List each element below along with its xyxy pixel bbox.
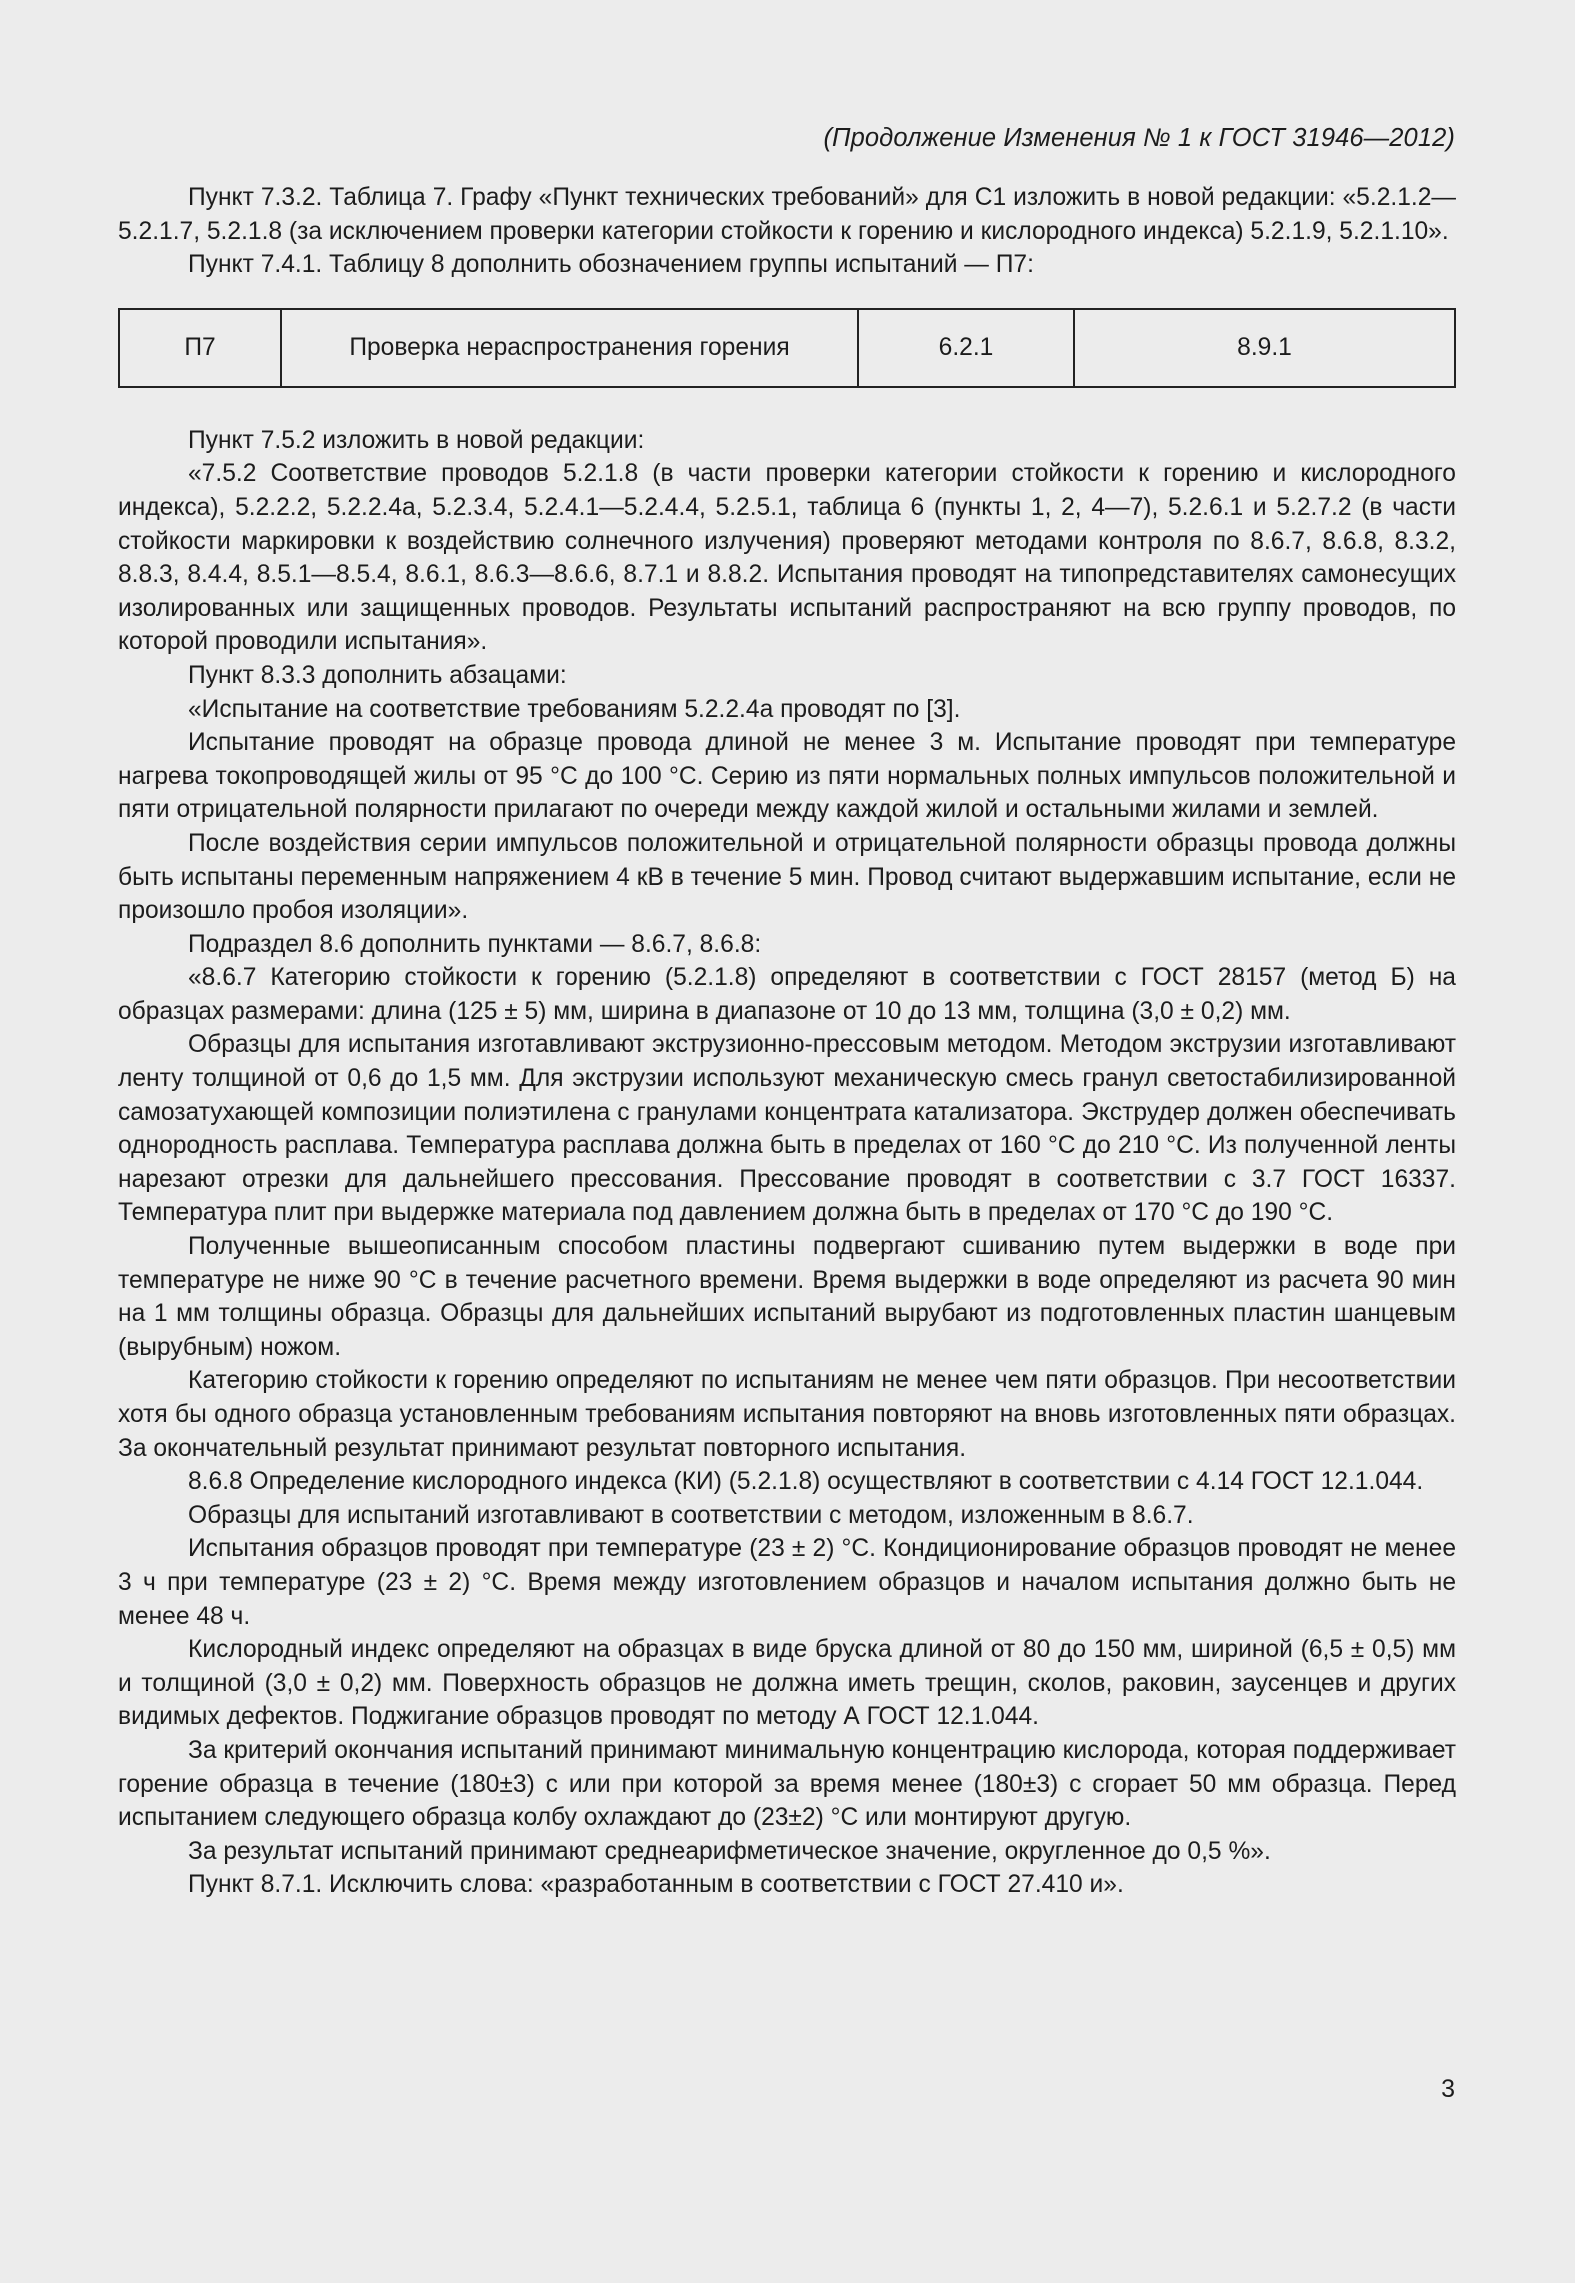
table-cell-method: 8.9.1: [1074, 309, 1455, 387]
body-paragraph: За результат испытаний принимают среднеарифметическое значение, округленное до 0,5 %».: [188, 1837, 1271, 1865]
body-paragraph: Образцы для испытания изготавливают экструзионно-прессовым методом. Методом экструзии изготавливают ленту толщиной от 0,6 до 1,5 мм. Для экструзии используют механическую смесь гранул светостабилизированной самозатухающей композиции полиэтилена с гранулами концентрата катализатора. Экструдер должен обеспечивать однородность расплава. Температура расплава должна быть в пределах от 160 °С до 210 °С. Из полученной ленты нарезают отрезки для дальнейшего прессования. Прессование проводят в соответствии с 3.7 ГОСТ 16337. Температура плит при выдержке материала под давлением должна быть в пределах от 170 °С до 190 °С.: [118, 1031, 1456, 1227]
table-cell-test-name: Проверка нераспространения горения: [281, 309, 858, 387]
body-paragraph: «7.5.2 Соответствие проводов 5.2.1.8 (в части проверки категории стойкости к горению и кислородного индекса), 5.2.2.2, 5.2.2.4а, 5.2.3.4, 5.2.4.1—5.2.4.4, 5.2.5.1, таблица 6 (пункты 1, 2, 4—7), 5.2.6.1 и 5.2.7.2 (в части стойкости маркировки к воздействию солнечного излучения) проверяют методами контроля по 8.6.7, 8.6.8, 8.3.2, 8.8.3, 8.4.4, 8.5.1—8.5.4, 8.6.1, 8.6.3—8.6.6, 8.7.1 и 8.8.2. Испытания проводят на типопредставителях самонесущих изолированных или защищенных проводов. Результаты испытаний распространяют на всю группу проводов, по которой проводили испытания».: [118, 460, 1456, 656]
body-paragraph: Подраздел 8.6 дополнить пунктами — 8.6.7, 8.6.8:: [188, 930, 762, 958]
body-paragraph: Пункт 8.3.3 дополнить абзацами:: [188, 661, 567, 689]
document-body: [118, 181, 1456, 1902]
paragraph-7-4-1: Пункт 7.4.1. Таблицу 8 дополнить обозначением группы испытаний — П7:: [188, 251, 1034, 279]
body-paragraph: Испытание проводят на образце провода длиной не менее 3 м. Испытание проводят при температуре нагрева токопроводящей жилы от 95 °С до 100 °С. Серию из пяти нормальных полных импульсов положительной и пяти отрицательной полярности прилагают по очереди между каждой жилой и остальными жилами и землей.: [118, 729, 1456, 824]
body-paragraph: После воздействия серии импульсов положительной и отрицательной полярности образцы провода должны быть испытаны переменным напряжением 4 кВ в течение 5 мин. Провод считают выдержавшим испытание, если не произошло пробоя изоляции».: [118, 829, 1456, 925]
body-paragraph: Категорию стойкости к горению определяют по испытаниям не менее чем пяти образцов. При несоответствии хотя бы одного образца установленным требованиям испытания повторяют на вновь изготовленных пяти образцах. За окончательный результат принимают результат повторного испытания.: [118, 1367, 1456, 1462]
body-paragraph: 8.6.8 Определение кислородного индекса (КИ) (5.2.1.8) осуществляют в соответствии с 4.14 ГОСТ 12.1.044.: [188, 1468, 1424, 1496]
body-paragraph: Полученные вышеописанным способом пластины подвергают сшиванию путем выдержки в воде при температуре не ниже 90 °С в течение расчетного времени. Время выдержки в воде определяют из расчета 90 мин на 1 мм толщины образца. Образцы для дальнейших испытаний вырубают из подготовленных пластин шанцевым (вырубным) ножом.: [118, 1233, 1456, 1361]
table-cell-requirement: 6.2.1: [858, 309, 1074, 387]
paragraph-7-3-2: Пункт 7.3.2. Таблица 7. Графу «Пункт технических требований» для С1 изложить в новой редакции: «5.2.1.2—5.2.1.7, 5.2.1.8 (за исключением проверки категории стойкости к горению и кислородного индекса) 5.2.1.9, 5.2.1.10».: [118, 184, 1456, 245]
page-number: 3: [1441, 2075, 1455, 2103]
body-paragraph: Пункт 7.5.2 изложить в новой редакции:: [188, 426, 645, 454]
body-paragraph: Испытания образцов проводят при температуре (23 ± 2) °С. Кондиционирование образцов проводят не менее 3 ч при температуре (23 ± 2) °С. Время между изготовлением образцов и началом испытания должно быть не менее 48 ч.: [118, 1535, 1456, 1630]
body-paragraph: Кислородный индекс определяют на образцах в виде бруска длиной от 80 до 150 мм, шириной (6,5 ± 0,5) мм и толщиной (3,0 ± 0,2) мм. Поверхность образцов не должна иметь трещин, сколов, раковин, заусенцев и других видимых дефектов. Поджигание образцов проводят по методу А ГОСТ 12.1.044.: [118, 1636, 1456, 1731]
table-test-group-p7: [118, 308, 1456, 388]
body-paragraph: Образцы для испытаний изготавливают в соответствии с методом, изложенным в 8.6.7.: [188, 1501, 1194, 1529]
body-paragraph: «8.6.7 Категорию стойкости к горению (5.2.1.8) определяют в соответствии с ГОСТ 28157 (метод Б) на образцах размерами: длина (125 ± 5) мм, ширина в диапазоне от 10 до 13 мм, толщина (3,0 ± 0,2) мм.: [118, 964, 1456, 1025]
body-paragraph: «Испытание на соответствие требованиям 5.2.2.4а проводят по [3].: [188, 695, 961, 723]
table-row: [119, 309, 1455, 387]
table-cell-group: П7: [119, 309, 281, 387]
body-paragraph: За критерий окончания испытаний принимают минимальную концентрацию кислорода, которая поддерживает горение образца в течение (180±3) с или при которой за время менее (180±3) с сгорает 50 мм образца. Перед испытанием следующего образца колбу охлаждают до (23±2) °С или монтируют другую.: [118, 1736, 1456, 1832]
page-header: (Продолжение Изменения № 1 к ГОСТ 31946—2012): [823, 124, 1455, 152]
body-paragraph: Пункт 8.7.1. Исключить слова: «разработанным в соответствии с ГОСТ 27.410 и».: [188, 1871, 1124, 1899]
